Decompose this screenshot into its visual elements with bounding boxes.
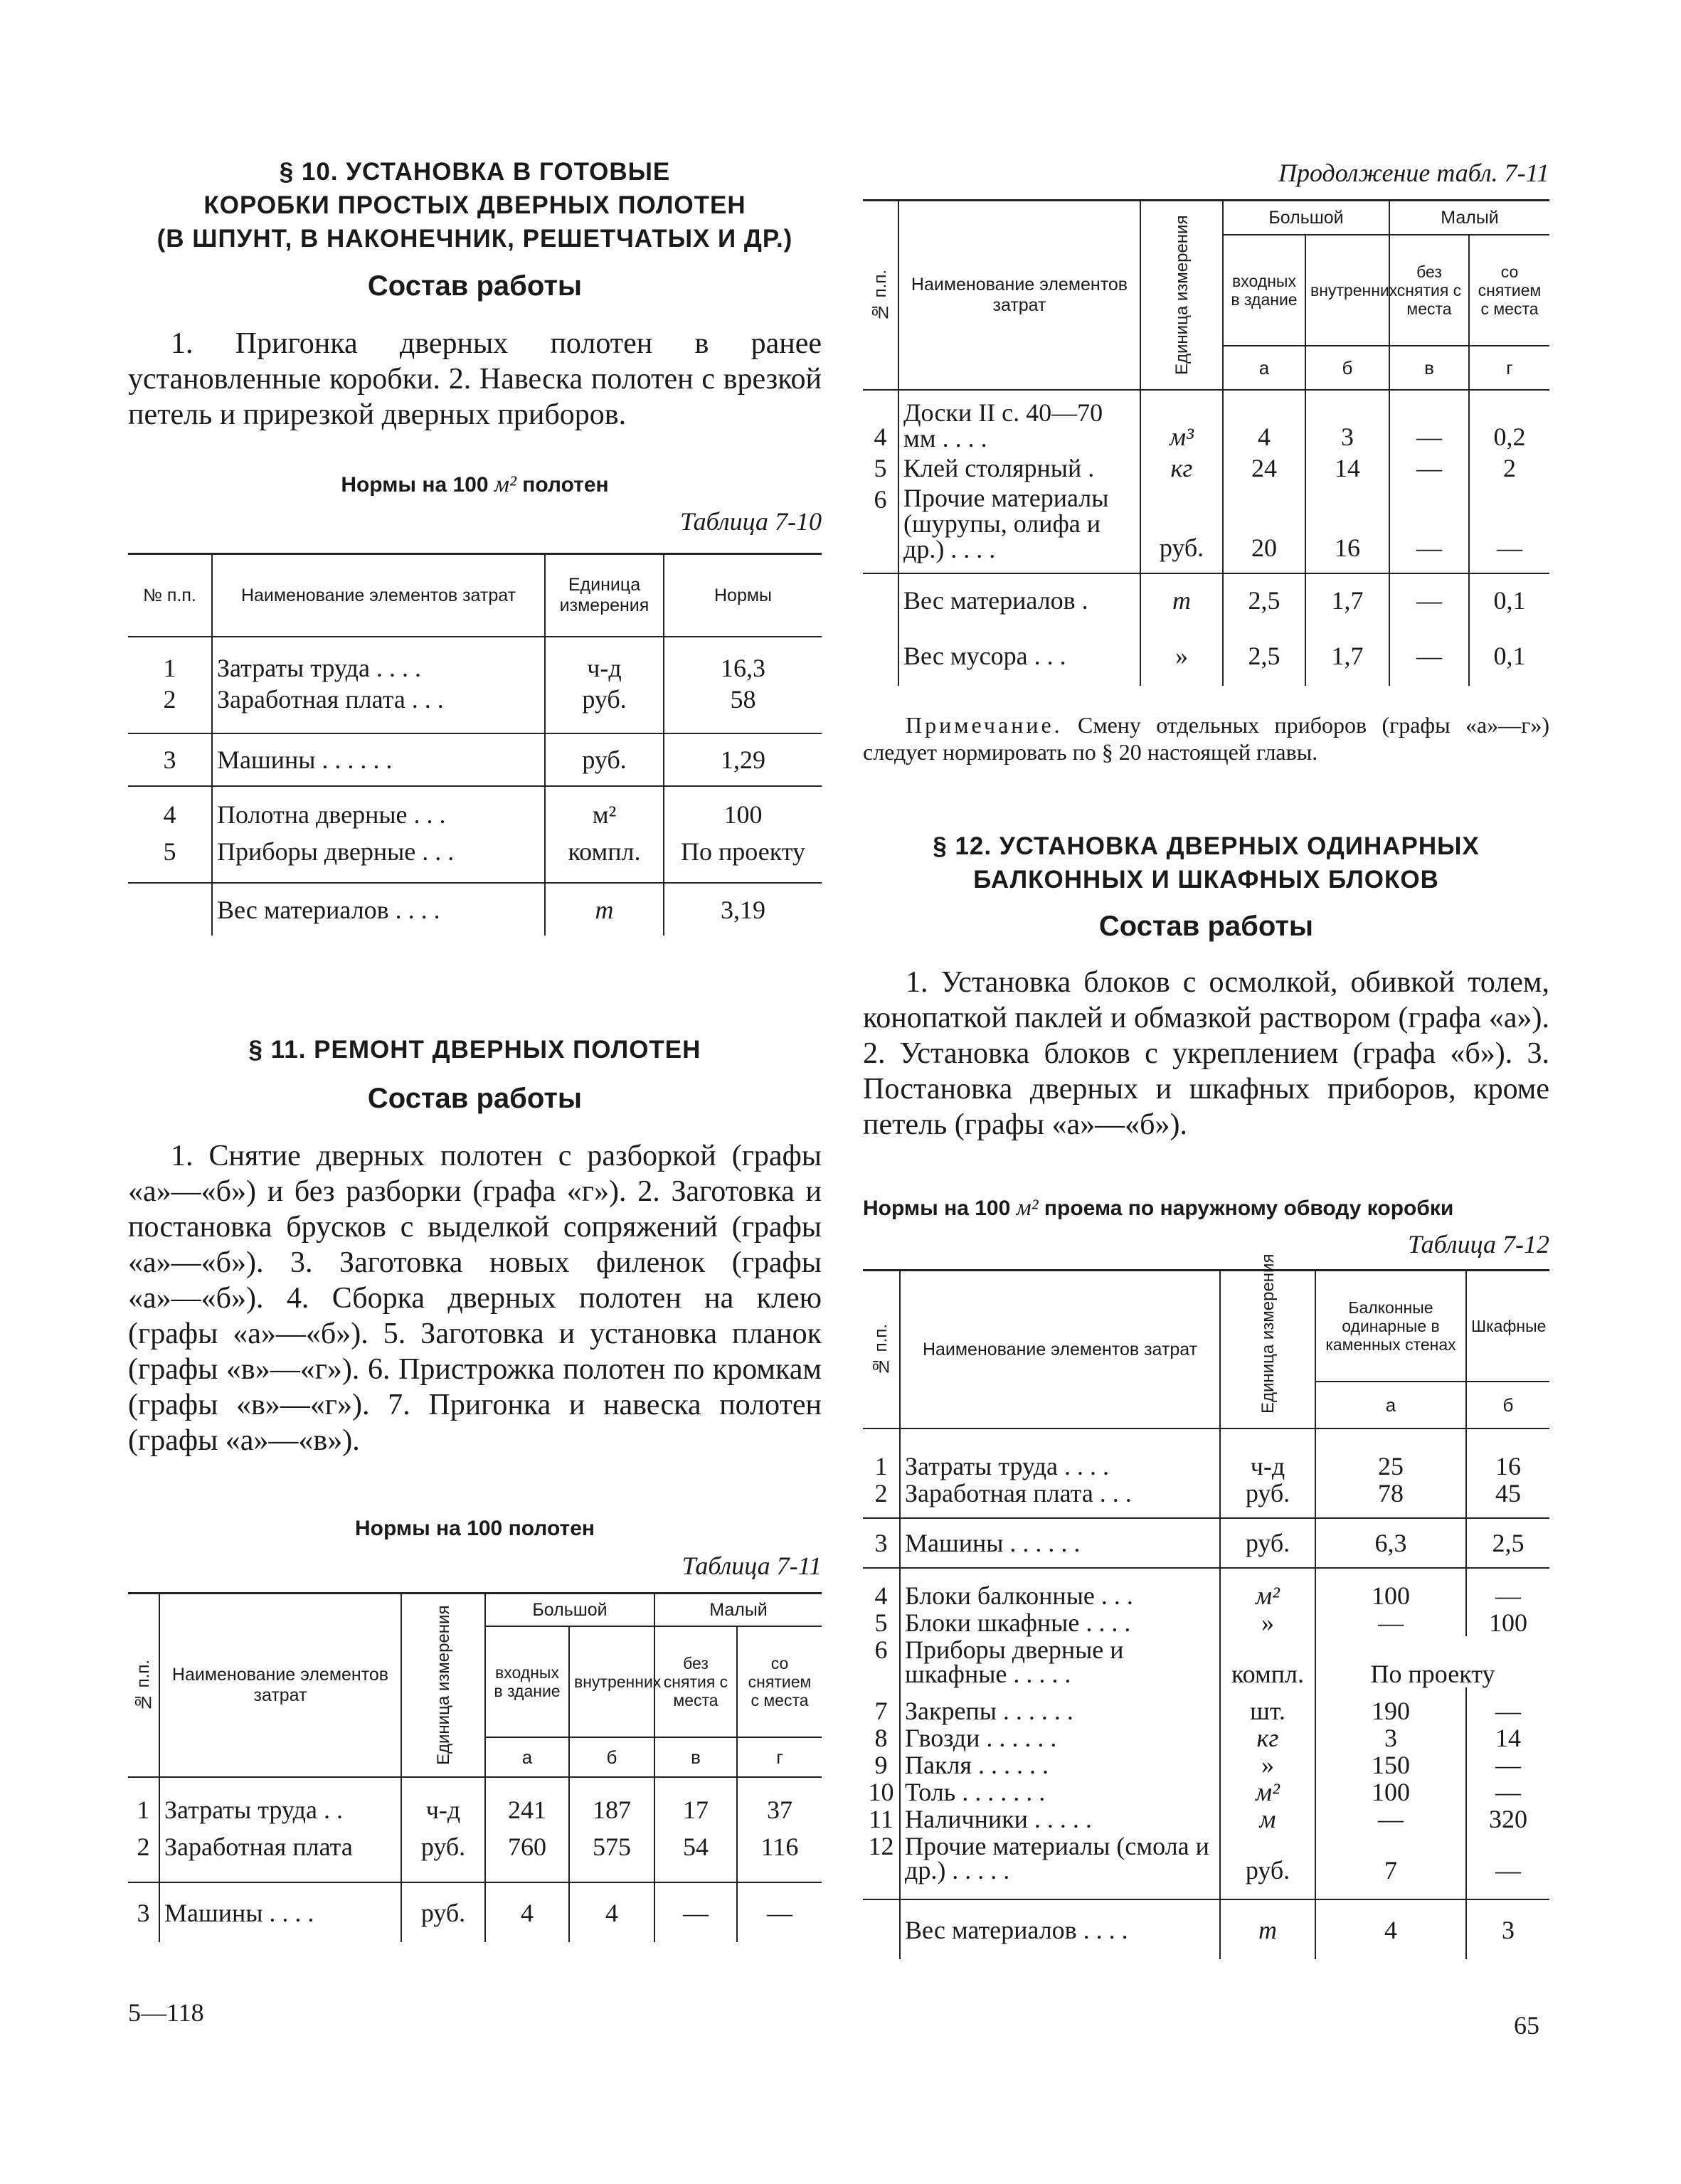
t712-h-num <box>863 1271 900 1429</box>
table-row <box>863 1779 1549 1806</box>
t711c-r7-d: 0,1 <box>1469 573 1549 626</box>
t712-r1-b: 16 <box>1466 1453 1549 1480</box>
note-text: Смену отдельных приборов (графы «а»—г») следует нормировать по § 20 настоящей главы. <box>863 712 1549 765</box>
t712-r10-name: Толь . . . . . . . <box>900 1779 1220 1806</box>
t711c-r4-d: 0,2 <box>1469 398 1549 452</box>
t711c-h-num-text: № п.п. <box>871 269 890 322</box>
table-7-11-caption: Нормы на 100 полотен <box>354 1517 595 1540</box>
t711-h-a: входных в здание <box>485 1626 569 1737</box>
t710-r2-unit: руб. <box>545 684 664 715</box>
t711c-r7-name: Вес материалов . <box>898 573 1140 626</box>
t711-r2-c: 54 <box>654 1828 737 1865</box>
t712-r3-b: 2,5 <box>1466 1518 1549 1568</box>
t711c-r7-a: 2,5 <box>1223 573 1305 626</box>
t710-h-norm: Нормы <box>664 554 822 637</box>
t712-r8-num: 8 <box>874 1724 888 1752</box>
t711c-r4-name: Доски II с. 40—70 мм . . . . <box>898 398 1140 452</box>
section-12-title-line-1: § 12. УСТАНОВКА ДВЕРНЫХ ОДИНАРНЫХ <box>933 832 1480 860</box>
t712-h-num-text: № п.п. <box>871 1323 891 1376</box>
t711c-r6-b: 16 <box>1305 484 1389 563</box>
table-row <box>128 652 822 684</box>
t712-r13-num <box>863 1899 900 1959</box>
table-row <box>863 1899 1549 1959</box>
t710-r1-num: 1 <box>163 654 176 682</box>
t711c-l-b: б <box>1305 346 1389 390</box>
t711c-r6-name: Прочие материалы (шурупы, олифа и др.) . . . . <box>898 484 1140 563</box>
t711c-r5-c: — <box>1389 452 1469 484</box>
t710-r6-val: 3,19 <box>664 883 822 935</box>
t712-r8-a: 3 <box>1315 1724 1466 1751</box>
t710-h-name: Наименование элементов затрат <box>212 554 545 637</box>
t711-h-small: Малый <box>654 1594 822 1627</box>
section-10-title-line-2: КОРОБКИ ПРОСТЫХ ДВЕРНЫХ ПОЛОТЕН <box>203 191 746 219</box>
t711-r1-a: 241 <box>485 1791 569 1828</box>
t711-h-c: без снятия с места <box>654 1626 737 1737</box>
t712-h-unit-text: Единица измерения <box>1258 1253 1278 1414</box>
t711c-h-a: входных в здание <box>1223 235 1305 346</box>
t712-r6-unit: компл. <box>1220 1636 1315 1687</box>
t710-r3-name: Машины . . . . . . <box>212 733 545 786</box>
t712-l-b: б <box>1466 1382 1549 1428</box>
t712-r11-b: 320 <box>1466 1806 1549 1833</box>
t711c-r7-c: — <box>1389 573 1469 626</box>
t710-r4-num: 4 <box>163 800 176 829</box>
t710-r5-num: 5 <box>163 837 176 866</box>
t711c-r6-a: 20 <box>1223 484 1305 563</box>
table-7-10-caption-tail: полотен <box>516 473 609 497</box>
table-row <box>128 684 822 715</box>
t712-r13-name: Вес материалов . . . . <box>900 1899 1220 1959</box>
table-row <box>863 626 1549 686</box>
table-7-12-caption-text: Нормы на 100 <box>863 1197 1017 1220</box>
table-7-11-note <box>863 711 1549 765</box>
t711c-r6-unit: руб. <box>1140 484 1223 563</box>
t711-h-unit-text: Единица измерения <box>433 1605 453 1766</box>
t712-r4-unit: м² <box>1220 1582 1315 1609</box>
t712-r4-num: 4 <box>874 1581 888 1610</box>
table-7-10-caption-text: Нормы на 100 <box>341 473 494 497</box>
t712-r7-num: 7 <box>874 1697 888 1725</box>
section-10-subtitle: Состав работы <box>367 270 583 302</box>
t711c-h-small: Малый <box>1389 201 1549 235</box>
t711-h-num <box>128 1594 159 1778</box>
t712-r7-unit: шт. <box>1220 1697 1315 1724</box>
t712-r8-name: Гвозди . . . . . . <box>900 1724 1220 1751</box>
t711c-r6-d: — <box>1469 484 1549 563</box>
t711-l-b: б <box>569 1737 654 1777</box>
t710-r1-unit: ч-д <box>545 652 664 684</box>
section-12-text: 1. Установка блоков с осмолкой, обивкой толем, конопаткой паклей и обмазкой раствором (графа «а»). 2. Установка блоков с укреплением (графа «б»). 3. Постановка дверных и шкафных приборов, кроме петель (графы «а»—«б»). <box>863 966 1549 1141</box>
t710-r2-val: 58 <box>664 684 822 715</box>
t711-l-c: в <box>654 1737 737 1777</box>
t712-r11-num: 11 <box>869 1805 893 1833</box>
t710-r5-unit: компл. <box>545 833 664 870</box>
section-10-title-line-3: (В ШПУНТ, В НАКОНЕЧНИК, РЕШЕТЧАТЫХ И ДР.) <box>157 225 793 253</box>
footer-signature: 5—118 <box>128 1998 204 2027</box>
t712-r9-unit: » <box>1220 1751 1315 1779</box>
t710-r4-unit: м² <box>545 796 664 833</box>
t712-r4-a: 100 <box>1315 1582 1466 1609</box>
table-row <box>863 1636 1549 1687</box>
t711c-r8-name: Вес мусора . . . <box>898 626 1140 686</box>
t712-r2-num: 2 <box>874 1479 888 1507</box>
t711c-r5-num: 5 <box>874 454 887 482</box>
t711-r1-num: 1 <box>137 1796 150 1824</box>
t711-body <box>128 1777 822 1942</box>
t712-h-a: Балконные одинарные в каменных стенах <box>1315 1271 1466 1382</box>
t712-r2-name: Заработная плата . . . <box>900 1480 1220 1507</box>
t712-r11-name: Наличники . . . . . <box>900 1806 1220 1833</box>
table-row <box>863 1806 1549 1833</box>
t711-h-big: Большой <box>485 1594 654 1627</box>
t712-r9-a: 150 <box>1315 1751 1466 1779</box>
table-7-10-label: Таблица 7-10 <box>679 507 822 536</box>
t712-r13-unit: т <box>1220 1899 1315 1959</box>
t711c-r8-a: 2,5 <box>1223 626 1305 686</box>
t710-r3-val: 1,29 <box>664 733 822 786</box>
t712-r12-a: 7 <box>1315 1833 1466 1884</box>
t712-r2-b: 45 <box>1466 1480 1549 1507</box>
t711c-r8-d: 0,1 <box>1469 626 1549 686</box>
table-row <box>128 733 822 786</box>
t712-r6-num: 6 <box>874 1636 888 1664</box>
table-row <box>863 1833 1549 1884</box>
t712-r9-name: Пакля . . . . . . <box>900 1751 1220 1779</box>
section-11-title: § 11. РЕМОНТ ДВЕРНЫХ ПОЛОТЕН <box>248 1036 701 1064</box>
t711-r3-d: — <box>737 1882 822 1942</box>
t712-r12-num: 12 <box>868 1832 894 1860</box>
t712-r1-num: 1 <box>874 1452 888 1480</box>
table-row <box>863 1453 1549 1480</box>
table-row <box>863 484 1549 563</box>
table-row <box>863 1518 1549 1568</box>
t712-l-a: а <box>1315 1382 1466 1428</box>
t711-h-name: Наименование элементов затрат <box>159 1594 401 1778</box>
t711c-r5-b: 14 <box>1305 452 1389 484</box>
t710-r6-name: Вес материалов . . . . <box>212 883 545 935</box>
table-row <box>128 1828 822 1865</box>
t712-r1-a: 25 <box>1315 1453 1466 1480</box>
t711c-r5-unit: кг <box>1140 452 1223 484</box>
t711c-h-num <box>863 201 898 391</box>
table-row <box>128 1791 822 1828</box>
t710-r1-name: Затраты труда . . . . <box>212 652 545 684</box>
t711c-h-d: со снятием с места <box>1469 235 1549 346</box>
t711c-l-a: а <box>1223 346 1305 390</box>
t712-r13-a: 4 <box>1315 1899 1466 1959</box>
t710-r2-num: 2 <box>163 685 176 714</box>
t711-h-num-text: № п.п. <box>134 1659 153 1712</box>
table-7-12 <box>863 1253 1549 1959</box>
section-10-title-line-1: § 10. УСТАНОВКА В ГОТОВЫЕ <box>279 158 671 186</box>
t712-r13-b: 3 <box>1466 1899 1549 1959</box>
table-7-11-label: Таблица 7-11 <box>682 1552 822 1580</box>
t712-r10-b: — <box>1466 1779 1549 1806</box>
t711-r3-name: Машины . . . . <box>159 1882 401 1942</box>
t711c-r8-num <box>863 626 898 686</box>
t712-r10-num: 10 <box>868 1778 894 1806</box>
t711c-r8-unit: » <box>1140 626 1223 686</box>
table-row <box>863 1724 1549 1751</box>
t712-r10-unit: м² <box>1220 1779 1315 1806</box>
table-7-12-caption <box>863 1195 1549 1221</box>
t711c-r5-d: 2 <box>1469 452 1549 484</box>
t712-r7-name: Закрепы . . . . . . <box>900 1697 1220 1724</box>
t712-r8-b: 14 <box>1466 1724 1549 1751</box>
t712-r6-a: По проекту <box>1315 1636 1549 1687</box>
t712-h-b: Шкафные <box>1466 1271 1549 1382</box>
table-row <box>863 1697 1549 1724</box>
t711c-h-c: без снятия с места <box>1389 235 1469 346</box>
t711c-r6-num: 6 <box>874 485 887 514</box>
t712-r7-b: — <box>1466 1697 1549 1724</box>
t712-r5-num: 5 <box>874 1608 888 1637</box>
table-7-12-label: Таблица 7-12 <box>1407 1230 1549 1258</box>
t711c-r4-c: — <box>1389 398 1469 452</box>
t711c-r8-b: 1,7 <box>1305 626 1389 686</box>
section-10-text: 1. Пригонка дверных полотен в ранее установленные коробки. 2. Навеска полотен с врезкой петель и прирезкой дверных приборов. <box>128 327 822 431</box>
t711c-r4-num: 4 <box>874 423 887 451</box>
table-row <box>128 883 822 935</box>
table-row <box>863 573 1549 626</box>
t712-r5-a: — <box>1315 1609 1466 1636</box>
t712-r3-a: 6,3 <box>1315 1518 1466 1568</box>
t712-h-unit <box>1220 1253 1315 1429</box>
t711-r2-d: 116 <box>737 1828 822 1865</box>
t711-l-a: а <box>485 1737 569 1777</box>
table-7-10 <box>128 553 822 935</box>
t712-r1-unit: ч-д <box>1220 1453 1315 1480</box>
section-12-title-line-2: БАЛКОННЫХ И ШКАФНЫХ БЛОКОВ <box>973 866 1439 894</box>
t712-r4-name: Блоки балконные . . . <box>900 1582 1220 1609</box>
table-row <box>863 398 1549 452</box>
t712-r12-name: Прочие материалы (смола и др.) . . . . . <box>900 1833 1220 1884</box>
t711-r1-unit: ч-д <box>401 1791 485 1828</box>
t711-h-unit <box>401 1594 485 1778</box>
t710-r6-unit: т <box>545 883 664 935</box>
t711c-r7-unit: т <box>1140 573 1223 626</box>
t711-r3-unit: руб. <box>401 1882 485 1942</box>
section-10-title <box>128 155 822 255</box>
t712-r8-unit: кг <box>1220 1724 1315 1751</box>
t711c-body <box>863 390 1549 686</box>
table-7-11-cont-label: Продолжение табл. 7-11 <box>1278 159 1549 187</box>
table-row <box>128 1882 822 1942</box>
t712-r4-b: — <box>1466 1582 1549 1609</box>
t711-r1-b: 187 <box>569 1791 654 1828</box>
t712-r11-unit: м <box>1220 1806 1315 1833</box>
t711-r1-name: Затраты труда . . <box>159 1791 401 1828</box>
page-number: 65 <box>1514 2011 1539 2040</box>
t711-r3-c: — <box>654 1882 737 1942</box>
table-7-10-caption-unit: м² <box>494 472 516 497</box>
t710-r2-name: Заработная плата . . . <box>212 684 545 715</box>
t711-r1-c: 17 <box>654 1791 737 1828</box>
t710-r1-val: 16,3 <box>664 652 822 684</box>
t710-r3-num: 3 <box>128 733 212 786</box>
table-7-12-caption-tail: проема по наружному обводу коробки <box>1038 1197 1454 1220</box>
t712-r10-a: 100 <box>1315 1779 1466 1806</box>
table-7-11-continued <box>863 199 1549 686</box>
t711-h-d: со снятием с места <box>737 1626 822 1737</box>
t710-r5-val: По проекту <box>664 833 822 870</box>
table-row <box>863 452 1549 484</box>
t712-r1-name: Затраты труда . . . . <box>900 1453 1220 1480</box>
section-12-subtitle: Состав работы <box>1098 911 1314 942</box>
t711c-r5-a: 24 <box>1223 452 1305 484</box>
table-row <box>128 833 822 870</box>
t711-l-d: г <box>737 1737 822 1777</box>
t711-r3-a: 4 <box>485 1882 569 1942</box>
t712-r5-name: Блоки шкафные . . . . <box>900 1609 1220 1636</box>
t711c-h-unit-text: Единица измерения <box>1172 215 1192 376</box>
table-7-11 <box>128 1592 822 1942</box>
t710-h-unit: Единица измерения <box>545 554 664 637</box>
t710-body <box>128 637 822 935</box>
table-row <box>863 1480 1549 1507</box>
table-row <box>128 796 822 833</box>
t712-r2-a: 78 <box>1315 1480 1466 1507</box>
t712-r3-num: 3 <box>863 1518 900 1568</box>
t711c-h-b: внутренних <box>1305 235 1389 346</box>
t710-r4-name: Полотна дверные . . . <box>212 796 545 833</box>
t712-r11-a: — <box>1315 1806 1466 1833</box>
t712-r6-name: Приборы дверные и шкафные . . . . . <box>900 1636 1220 1687</box>
t712-r12-unit: руб. <box>1220 1833 1315 1884</box>
t711c-r7-num <box>863 573 898 626</box>
table-row <box>863 1609 1549 1636</box>
t711c-h-name: Наименование элементов затрат <box>898 201 1140 391</box>
t712-body <box>863 1428 1549 1959</box>
t711-h-b: внутренних <box>569 1626 654 1737</box>
t711c-r4-b: 3 <box>1305 398 1389 452</box>
t712-r9-b: — <box>1466 1751 1549 1779</box>
t710-r3-unit: руб. <box>545 733 664 786</box>
note-head: Примечание. <box>906 712 1063 738</box>
t711-r2-a: 760 <box>485 1828 569 1865</box>
table-7-10-caption <box>128 472 822 498</box>
t710-r4-val: 100 <box>664 796 822 833</box>
t711-r2-name: Заработная плата <box>159 1828 401 1865</box>
t712-r5-b: 100 <box>1466 1609 1549 1636</box>
t711c-r5-name: Клей столярный . <box>898 452 1140 484</box>
t711c-r4-a: 4 <box>1223 398 1305 452</box>
t711c-l-d: г <box>1469 346 1549 390</box>
t711-r2-b: 575 <box>569 1828 654 1865</box>
t712-h-name: Наименование элементов затрат <box>900 1271 1220 1429</box>
t712-r5-unit: » <box>1220 1609 1315 1636</box>
t712-r3-name: Машины . . . . . . <box>900 1518 1220 1568</box>
t712-r12-b: — <box>1466 1833 1549 1884</box>
t711-r3-num: 3 <box>128 1882 159 1942</box>
t710-r5-name: Приборы дверные . . . <box>212 833 545 870</box>
t711c-h-big: Большой <box>1223 201 1389 235</box>
t711c-r6-c: — <box>1389 484 1469 563</box>
t711c-l-c: в <box>1389 346 1469 390</box>
t711-r2-unit: руб. <box>401 1828 485 1865</box>
t712-r9-num: 9 <box>874 1751 888 1779</box>
t711c-r4-unit: м³ <box>1140 398 1223 452</box>
t711c-h-unit <box>1140 201 1223 391</box>
t710-h-num: № п.п. <box>128 554 212 637</box>
table-7-12-caption-unit: м² <box>1016 1195 1039 1221</box>
t712-r7-a: 190 <box>1315 1697 1466 1724</box>
t711-r2-num: 2 <box>137 1833 150 1861</box>
t711c-r7-b: 1,7 <box>1305 573 1389 626</box>
t712-r2-unit: руб. <box>1220 1480 1315 1507</box>
section-11-text: 1. Снятие дверных полотен с разборкой (графы «а»—«б») и без разборки (графа «г»). 2. Заготовка и постановка брусков с выделкой сопряжений (графы «а»—«б»). 3. Заготовка новых филенок (графы «а»—«б»). 4. Сборка дверных полотен на клею (графы «а»—«б»). 5. Заготовка и установка планок (графы «в»—«г»). 6. Пристрожка полотен по кромкам (графы «в»—«г»). 7. Пригонка и навеска полотен (графы «а»—«в»). <box>128 1140 822 1457</box>
section-12-title <box>863 829 1549 896</box>
table-row <box>863 1582 1549 1609</box>
t711-r1-d: 37 <box>737 1791 822 1828</box>
t712-r3-unit: руб. <box>1220 1518 1315 1568</box>
t711c-r8-c: — <box>1389 626 1469 686</box>
table-row <box>863 1751 1549 1779</box>
t711-r3-b: 4 <box>569 1882 654 1942</box>
t710-r6-num <box>128 883 212 935</box>
section-11-subtitle: Состав работы <box>367 1083 583 1114</box>
